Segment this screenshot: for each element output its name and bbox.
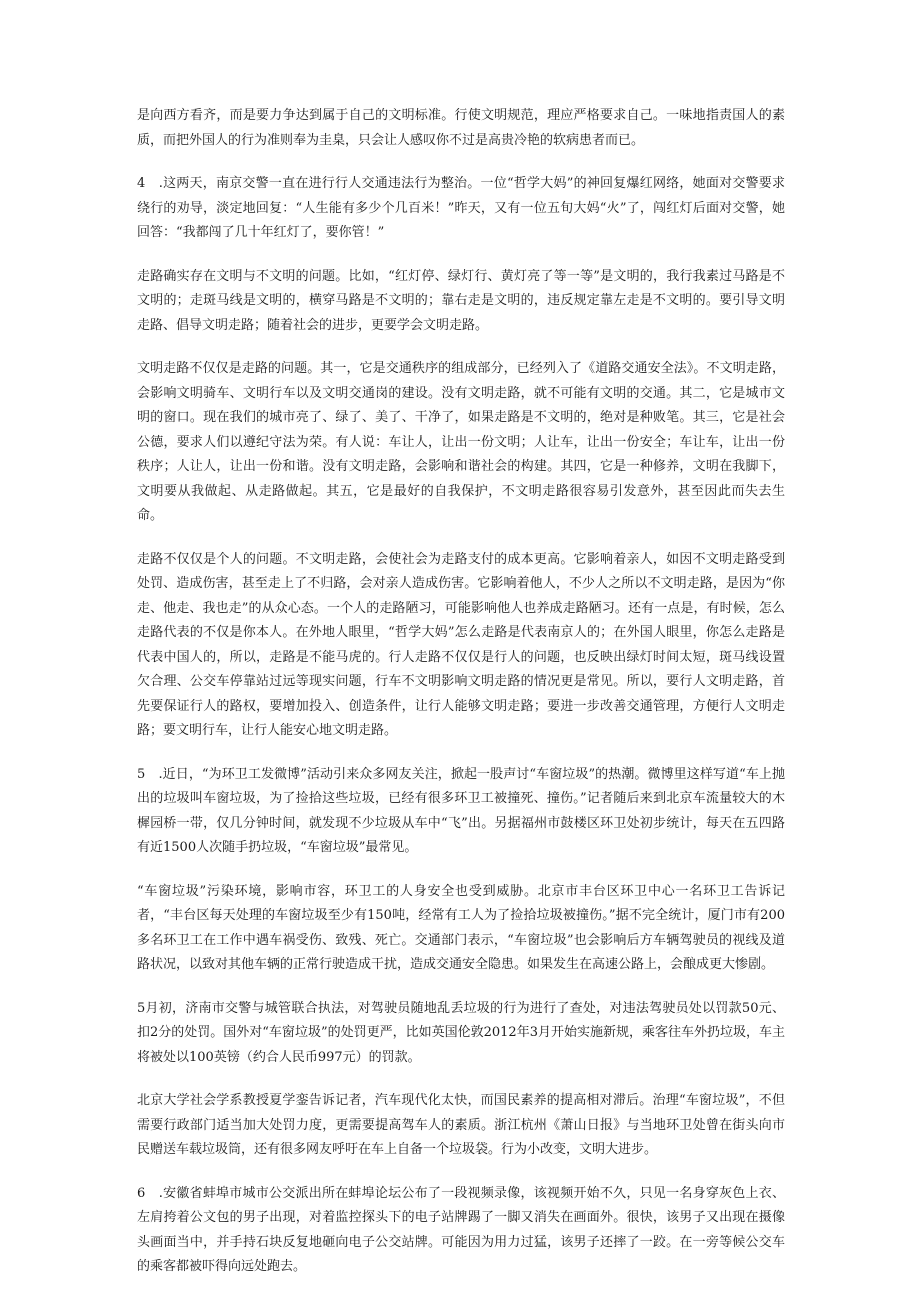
paragraph-professor-comment: 北京大学社会学系教授夏学銮告诉记者，汽车现代化太快，而国民素养的提高相对滞后。治理“车窗垃圾”，不但需要行政部门适当加大处罚力度，更需要提高驾车人的素质。浙江杭州《萧山日报》与当地环卫处曾在街头向市民赠送车载垃圾筒，还有很多网友呼吁在车上自备一个垃圾袋。行为小改变，文明大进步。 [137, 1093, 785, 1157]
paragraph-item-4-nanjing-traffic: 4 .这两天，南京交警一直在进行行人交通违法行为整治。一位“哲学大妈”的神回复爆红网络，她面对交警要求绕行的劝导，淡定地回复：“人生能有多少个几百米！”昨天，又有一位五旬大妈“火”了，闯红灯后面对交警，她回答：“我都闯了几十年红灯了，要你管！” [137, 176, 785, 240]
paragraph-walking-not-personal: 走路不仅仅是个人的问题。不文明走路，会使社会为走路支付的成本更高。它影响着亲人，如因不文明走路受到处罚、造成伤害，甚至走上了不归路，会对亲人造成伤害。它影响着他人，不少人之所以不文明走路，是因为“你走、他走、我也走”的从众心态。一个人的走路陋习，可能影响他人也养成走路陋习。还有一点是，有时候，怎么走路代表的不仅是你本人。在外地人眼里，“哲学大妈”怎么走路是代表南京人的；在外国人眼里，你怎么走路是代表中国人的，所以，走路是不能马虎的。行人走路不仅仅是行人的问题，也反映出绿灯时间太短，斑马线设置欠合理、公交车停靠站过远等现实问题，行车不文明影响文明走路的情况更是常见。所以，要行人文明走路，首先要保证行人的路权，要增加投入、创造条件，让行人能够文明走路；要进一步改善交通管理，方便行人文明走路；要文明行车，让行人能安心地文明走路。 [137, 551, 785, 738]
paragraph-civil-walking-importance: 文明走路不仅仅是走路的问题。其一，它是交通秩序的组成部分，已经列入了《道路交通安全法》。不文明走路，会影响文明骑车、文明行车以及文明交通岗的建设。没有文明走路，就不可能有文明的交通。其二，它是城市文明的窗口。现在我们的城市亮了、绿了、美了、干净了，如果走路是不文明的，绝对是种败笔。其三，它是社会公德，要求人们以遵纪守法为荣。有人说：车让人，让出一份文明；人让车，让出一份安全；车让车，让出一份秩序；人让人，让出一份和谐。没有文明走路，会影响和谐社会的构建。其四，它是一种修养，文明在我脚下，文明要从我做起、从走路做起。其五，它是最好的自我保护，不文明走路很容易引发意外，甚至因此而失去生命。 [137, 361, 785, 523]
paragraph-walking-civility: 走路确实存在文明与不文明的问题。比如，“红灯停、绿灯行、黄灯亮了等一等”是文明的，我行我素过马路是不文明的；走斑马线是文明的，横穿马路是不文明的；靠右走是文明的，违反规定靠左走是不文明的。要引导文明走路、倡导文明走路；随着社会的进步，更要学会文明走路。 [137, 268, 785, 333]
paragraph-item-5-car-window-litter: 5 .近日，“为环卫工发微博”活动引来众多网友关注，掀起一股声讨“车窗垃圾”的热潮。微博里这样写道“车上抛出的垃圾叫车窗垃圾，为了捡拾这些垃圾，已经有很多环卫工被撞死、撞伤。”记者随后来到北京车流量较大的木樨园桥一带，仅几分钟时间，就发现不少垃圾从车中“飞”出。另据福州市鼓楼区环卫处初步统计，每天在五四路有近1500人次随手扔垃圾，“车窗垃圾”最常见。 [137, 766, 785, 855]
paragraph-jinan-penalties: 5月初，济南市交警与城管联合执法，对驾驶员随地乱丢垃圾的行为进行了查处，对违法驾驶员处以罚款50元、扣2分的处罚。国外对“车窗垃圾”的处罚更严，比如英国伦敦2012年3月开始实施新规，乘客往车外扔垃圾，车主将被处以100英镑（约合人民币997元）的罚款。 [137, 1000, 785, 1065]
paragraph-civility-standard: 是向西方看齐，而是要力争达到属于自己的文明标准。行使文明规范，理应严格要求自己。一味地指责国人的素质，而把外国人的行为准则奉为圭臬，只会让人感叹你不过是高贵冷艳的软病患者而已。 [137, 108, 785, 148]
paragraph-item-6-bengbu-video: 6 .安徽省蚌埠市城市公交派出所在蚌埠论坛公布了一段视频录像，该视频开始不久，只见一名身穿灰色上衣、左肩挎着公文包的男子出现，对着监控探头下的电子站牌踢了一脚又消失在画面外。很快，该男子又出现在摄像头画面当中，并手持石块反复地砸向电子公交站牌。可能因为用力过猛，该男子还摔了一跤。在一旁等候公交车的乘客都被吓得向远处跑去。 [137, 1185, 785, 1274]
paragraph-litter-danger: “车窗垃圾”污染环境，影响市容，环卫工的人身安全也受到威胁。北京市丰台区环卫中心一名环卫工告诉记者，“丰台区每天处理的车窗垃圾至少有150吨，经常有工人为了捡拾垃圾被撞伤。”据不完全统计，厦门市有200多名环卫工在工作中遇车祸受伤、致残、死亡。交通部门表示，“车窗垃圾”也会影响后方车辆驾驶员的视线及道路状况，以致对其他车辆的正常行驶造成干扰，造成交通安全隐患。如果发生在高速公路上，会酿成更大惨剧。 [137, 883, 785, 972]
document-body [137, 104, 785, 1280]
